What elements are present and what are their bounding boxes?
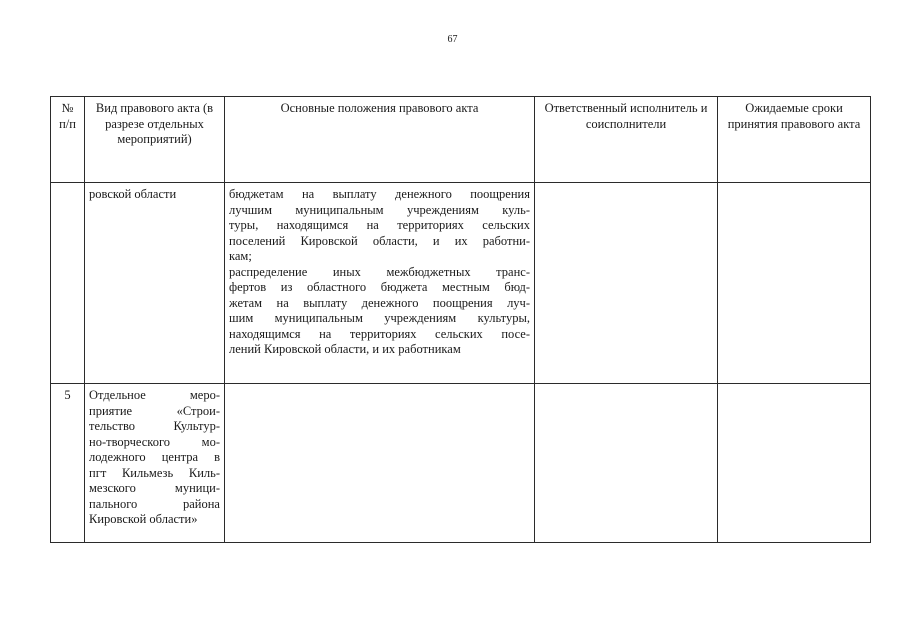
cell-provisions <box>225 183 535 384</box>
header-deadline: Ожидаемые сроки принятия правового акта <box>718 97 871 183</box>
cell-responsible <box>535 384 718 543</box>
header-responsible: Ответственный исполнитель и соисполнители <box>535 97 718 183</box>
page-number: 67 <box>447 34 458 45</box>
legal-acts-table <box>50 96 871 543</box>
act-type-line: Отдельное меро- <box>89 388 220 402</box>
cell-deadline <box>718 384 871 543</box>
act-type-line: Кировской области» <box>89 512 198 526</box>
provisions-line: лений Кировской области, и их работникам <box>229 342 461 356</box>
provisions-line: поселений Кировской области, и их работни- <box>229 233 530 248</box>
table-row <box>51 384 871 543</box>
provisions-line: находящимся на территориях сельских посе- <box>229 326 530 341</box>
act-type-line: приятие «Строи- <box>89 403 220 418</box>
cell-act-type <box>85 384 225 543</box>
cell-provisions <box>225 384 535 543</box>
header-num: № п/п <box>51 97 85 183</box>
cell-num: 5 <box>51 384 85 543</box>
provisions-line: фертов из областного бюджета местным бюд- <box>229 280 530 294</box>
cell-num <box>51 183 85 384</box>
cell-deadline <box>718 183 871 384</box>
act-type-line: пгт Кильмезь Киль- <box>89 465 220 480</box>
act-type-line: пального района <box>89 496 220 511</box>
header-act-type: Вид правового акта (в разрезе отдельных мероприятий) <box>85 97 225 183</box>
cell-act-type: ровской области <box>85 183 225 384</box>
cell-responsible <box>535 183 718 384</box>
header-provisions: Основные положения правового акта <box>225 97 535 183</box>
act-type-line: лодежного центра в <box>89 450 220 464</box>
provisions-line: лучшим муниципальным учреждениям куль- <box>229 202 530 217</box>
table-header-row <box>51 97 871 183</box>
provisions-line: бюджетам на выплату денежного поощрения <box>229 187 530 201</box>
provisions-line: кам; <box>229 249 252 263</box>
provisions-line: туры, находящимся на территориях сельских <box>229 218 530 232</box>
provisions-line: шим муниципальным учреждениям культуры, <box>229 311 530 325</box>
table-row <box>51 183 871 384</box>
provisions-line: распределение иных межбюджетных транс- <box>229 264 530 279</box>
act-type-line: но-творческого мо- <box>89 434 220 449</box>
provisions-line: жетам на выплату денежного поощрения луч- <box>229 295 530 310</box>
act-type-line: мезского муници- <box>89 481 220 495</box>
act-type-line: тельство Культур- <box>89 419 220 433</box>
